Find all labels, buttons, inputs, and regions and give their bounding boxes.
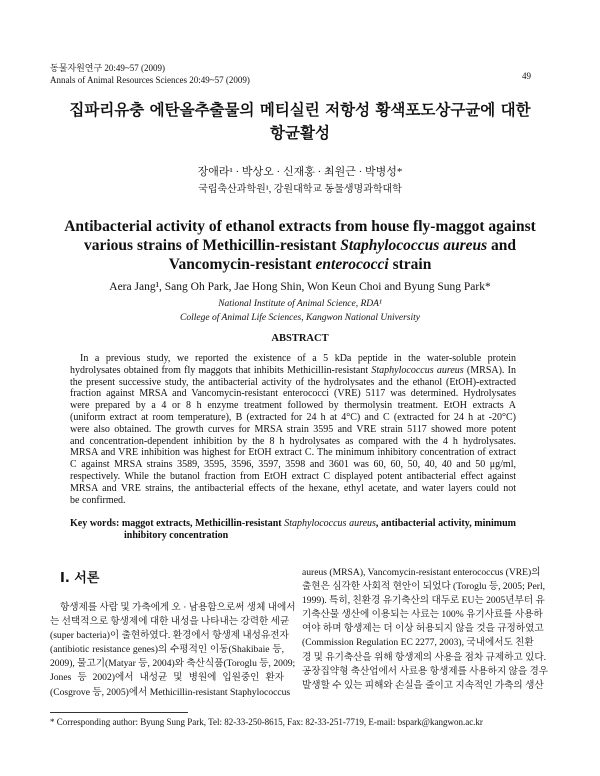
text: maggot extracts, Methicillin-resistant <box>119 518 285 529</box>
affiliation: College of Animal Life Sciences, Kangwon National University <box>180 313 420 323</box>
keywords-label: Key words: <box>70 518 120 529</box>
title-text: Vancomycin-resistant <box>168 256 316 273</box>
body-line: (antibiotic resistance genes)의 수평적인 이동(Shakibaie 등, <box>50 644 284 656</box>
species-name: Staphylococcus aureus <box>371 364 464 376</box>
body-line: 여야 하며 항생제는 더 이상 허용되지 않을 것을 규정하였고 <box>302 623 544 635</box>
body-line: 는 선택적으로 항생제에 대한 내성을 나타내는 강력한 세균 <box>50 616 290 628</box>
body-line: (Commission Regulation EC 2277, 2003), 국내에서도 친환 <box>302 637 534 649</box>
abstract-line: be confirmed. <box>70 494 126 506</box>
species-name: Staphylococcus aureus <box>284 518 376 529</box>
body-line: 출현은 심각한 사회적 현안이 되었다 (Toroglu 등, 2005; Perl, <box>302 581 546 593</box>
body-line: (Cosgrove 등, 2005)에서 Methicillin-resistant Staphylococcus <box>50 686 291 698</box>
abstract-line: and concentration-dependent inhibition by the 8 h hydrolysates as compared with the 4 h hydrolysates. <box>70 435 516 447</box>
abstract-line: the present successive study, the antibacterial activity of the hydrolysates and the ethanol (EtOH)-extracted <box>70 376 516 388</box>
body-line: 발생할 수 있는 피해와 손실을 줄이고 지속적인 가축의 생산 <box>302 679 544 691</box>
abstract-line: MRSA and VRE strains, the antibacterial effects of the hexane, ethyl acetate, and water layers could not <box>70 482 516 494</box>
english-title-line <box>0 236 600 255</box>
english-title-line <box>0 255 600 274</box>
affiliation: National Institute of Animal Science, RDA¹ <box>218 299 382 309</box>
abstract-line: (uniform extract at room temperature), B (extracted for 24 h at 4°C) and C (extracted for 24 h at -20°C) <box>70 411 516 423</box>
korean-title-line: 집파리유충 에탄올추출물의 메티실린 저항성 황색포도상구균에 대한 <box>69 101 531 119</box>
english-authors: Aera Jang¹, Sang Oh Park, Jae Hong Shin, Won Keun Choi and Byung Sung Park* <box>109 281 491 293</box>
text: hydrolysates obtained from fly maggots that inhibits Methicillin-resistant <box>70 364 372 376</box>
korean-title <box>0 99 600 145</box>
keywords <box>70 518 516 542</box>
left-column <box>50 601 296 700</box>
abstract-line: MRSA and VRE inhibition was highest for EtOH extract C. The minimum inhibitory concentration of extract <box>70 447 516 459</box>
korean-journal-citation: 동물자원연구 20:49~57 (2009) <box>50 63 166 73</box>
species-name: Staphylococcus aureus <box>340 237 488 254</box>
text: (MRSA). In <box>463 364 516 376</box>
korean-affiliation: 국립축산과학원¹, 강원대학교 동물생명과학대학 <box>198 184 402 195</box>
body-line: 항생제를 사람 및 가축에게 오 · 남용함으로써 생체 내에서 <box>60 602 296 613</box>
section-heading: Ⅰ. 서론 <box>60 571 100 586</box>
title-text: strain <box>388 256 432 273</box>
body-line: aureus (MRSA), Vancomycin-resistant enterococcus (VRE)의 <box>302 567 541 578</box>
title-text: and <box>487 237 517 254</box>
abstract-line: fraction against MRSA and Vancomycin-resistant enterococci (VRE) 5117 was determined. Hydrolysates <box>70 388 516 400</box>
body-line: 기축산물 생산에 이용되는 사료는 100% 유기사료를 사용하 <box>302 609 543 621</box>
abstract-line: were prepared by a 4 or 8 h enzyme treatment followed by thermolysin treatment. EtOH extracts A <box>70 400 516 412</box>
abstract-line: were also obtained. The growth curves for MRSA strain 3595 and VRE strain 5117 showed more potent <box>70 423 516 435</box>
body-line: 공장집약형 축산업에서 사료용 항생제를 사용하지 않을 경우 <box>302 665 549 677</box>
abstract-line: In a previous study, we reported the existence of a 5 kDa peptide in the water-soluble protein <box>80 353 516 364</box>
korean-authors: 장애라¹ · 박상오 · 신재홍 · 최원근 · 박병성* <box>197 166 403 178</box>
body-line: 경 및 유기축산을 위해 항생제의 사용을 점차 규제하고 있다. <box>302 651 547 663</box>
species-name: enterococci <box>315 256 389 273</box>
page-number: 49 <box>522 71 531 81</box>
footnote: * Corresponding author: Byung Sung Park, Tel: 82-33-250-8615, Fax: 82-33-251-7719, E-mail: bspark@kangwon.ac.kr <box>50 717 483 727</box>
right-column <box>302 566 549 693</box>
body-line: Jones 등 2002)에서 내성균 및 병원에 입원중인 환자 <box>50 672 284 684</box>
abstract-body <box>70 353 516 506</box>
keywords-line <box>70 518 516 530</box>
english-title-line: Antibacterial activity of ethanol extracts from house fly-maggot against <box>64 218 536 235</box>
title-text: various strains of Methicillin-resistant <box>83 237 341 254</box>
abstract-line <box>70 365 516 377</box>
body-line: 1999). 특히, 친환경 유기축산의 대두로 EU는 2005년부터 유 <box>302 595 545 607</box>
text: , antibacterial activity, minimum <box>375 518 516 529</box>
abstract-line: respectively. While the butanol fraction from EtOH extract C displayed potent antibacterial effect against <box>70 470 516 482</box>
keywords-line: inhibitory concentration <box>124 530 229 541</box>
english-title <box>0 217 600 274</box>
body-line: (super bacteria)이 출현하였다. 환경에서 항생제 내성유전자 <box>50 630 289 642</box>
affiliations <box>0 297 600 325</box>
english-journal-citation: Annals of Animal Resources Sciences 20:49~57 (2009) <box>50 75 250 85</box>
abstract-heading: ABSTRACT <box>271 333 329 344</box>
korean-title-line: 항균활성 <box>270 124 330 142</box>
body-line: 2009), 물고기(Matyar 등, 2004)와 축산식품(Toroglu 등, 2009; <box>50 658 296 670</box>
footnote-divider <box>50 712 188 713</box>
abstract-line: C against MRSA strains 3589, 3595, 3596, 3597, 3598 and 3601 was 60, 60, 50, 40, 40 and 50 μg/ml, <box>70 459 516 471</box>
journal-header <box>50 62 250 86</box>
